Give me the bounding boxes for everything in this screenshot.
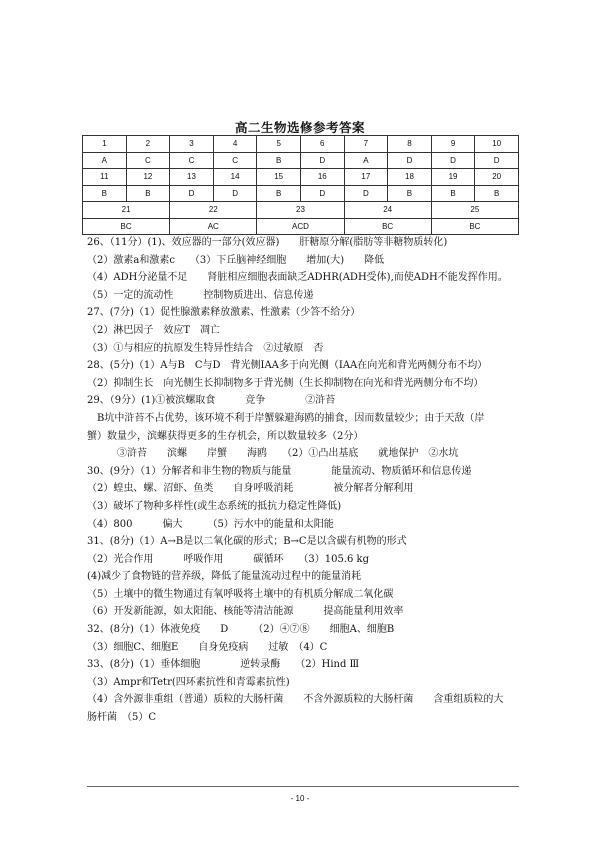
answer-line: 26、（11分）(1)、效应器的一部分(效应器) 肝糖原分解(脂肪等非糖物质转化)	[87, 237, 448, 248]
table-cell: ACD	[257, 218, 344, 235]
table-cell: D	[170, 185, 214, 202]
table-cell: D	[300, 152, 344, 169]
answer-line: （5）一定的流动性 控制物质进出、信息传递	[87, 289, 314, 301]
table-cell: 10	[475, 136, 519, 153]
table-cell: 20	[475, 169, 519, 186]
answer-line: 29、（9分）(1)①被滨螺取食 竞争 ②浒苔	[87, 395, 336, 407]
table-cell: 12	[126, 169, 170, 186]
table-cell: BC	[344, 218, 431, 235]
answer-line: （3）Ampr和Tetr(四环素抗性和青霉素抗性)	[87, 676, 290, 688]
table-cell: 14	[213, 169, 257, 186]
table-cell: 24	[344, 202, 431, 219]
table-row	[83, 136, 519, 153]
answer-line: 蟹）数量少，滨螺获得更多的生存机会，所以数量较多（2分）	[87, 430, 364, 442]
table-cell: B	[475, 185, 519, 202]
table-cell: 3	[170, 136, 214, 153]
table-cell: 16	[300, 169, 344, 186]
answer-line: （2）激素a和激素c （3）下丘脑神经细胞 增加(大) 降低	[87, 254, 385, 266]
table-row	[83, 169, 519, 186]
footer-divider	[87, 786, 519, 787]
table-cell: A	[344, 152, 388, 169]
table-row	[83, 202, 519, 219]
answer-line: 肠杆菌 （5）C	[87, 712, 157, 724]
table-cell: 9	[431, 136, 475, 153]
answer-line: 33、(8分)（1）垂体细胞 逆转录酶 （2）Hind Ⅲ	[87, 659, 360, 671]
table-cell: D	[388, 152, 432, 169]
table-cell: BC	[83, 218, 170, 235]
answer-line: 32、(8分)（1）体液免疫 D （2）④⑦⑧ 细胞A、细胞B	[87, 624, 395, 636]
answer-line: （2）光合作用 呼吸作用 碳循环 （3）105.6 kg	[87, 553, 369, 565]
answer-line: （2）抑制生长 向光侧生长抑制物多于背光侧（生长抑制物在向光和背光两侧分布不均）	[87, 377, 484, 389]
table-row	[83, 152, 519, 169]
table-cell: BC	[431, 218, 518, 235]
table-cell: B	[388, 185, 432, 202]
answer-line: （6）开发新能源，如太阳能、核能等清洁能源 提高能量利用效率	[87, 606, 404, 618]
answer-line: (4)减少了食物链的营养级，降低了能量流动过程中的能量消耗	[87, 571, 362, 583]
answer-line: 31、(8分)（1）A→B是以二氧化碳的形式；B→C是以含碳有机物的形式	[87, 536, 407, 548]
table-cell: 7	[344, 136, 388, 153]
table-cell: 25	[431, 202, 518, 219]
table-cell: 18	[388, 169, 432, 186]
table-cell: 4	[213, 136, 257, 153]
answer-line: （4）ADH分泌量不足 肾脏相应细胞表面缺乏ADHR(ADH受体),而使ADH不能发挥作用。	[87, 272, 508, 284]
table-cell: 8	[388, 136, 432, 153]
answer-line: ③浒苔 滨螺 岸蟹 海鸥 （2）①凸出基底 就地保护 ②水坑	[117, 448, 459, 460]
table-cell: D	[431, 152, 475, 169]
answer-line: （2）淋巴因子 效应T 凋亡	[87, 324, 221, 336]
table-cell: 15	[257, 169, 301, 186]
table-cell: 17	[344, 169, 388, 186]
table-cell: D	[475, 152, 519, 169]
table-cell: 1	[83, 136, 127, 153]
table-cell: 22	[170, 202, 257, 219]
table-cell: B	[431, 185, 475, 202]
answer-line: （3）细胞C、细胞E 自身免疫病 过敏 （4）C	[87, 641, 328, 653]
answer-line: 28、(5分)（1）A与B C与D 背光侧IAA多于向光侧（IAA在向光和背光两侧分布不均）	[87, 360, 488, 372]
table-cell: 6	[300, 136, 344, 153]
table-cell: B	[257, 152, 301, 169]
table-cell: 5	[257, 136, 301, 153]
table-cell: B	[257, 185, 301, 202]
answer-table	[82, 135, 519, 235]
table-cell: C	[170, 152, 214, 169]
answer-text	[87, 234, 537, 727]
answer-line: （2）蝗虫、螺、沼虾、鱼类 自身呼吸消耗 被分解者分解利用	[87, 483, 414, 495]
answer-line: （3）①与相应的抗原发生特异性结合 ②过敏原 否	[87, 342, 324, 354]
answer-line: （5）土壤中的微生物通过有氧呼吸将土壤中的有机质分解成二氧化碳	[87, 588, 394, 600]
answer-line: B坑中浒苔不占优势，该环境不利于岸蟹躲避海鸥的捕食，因而数量较少；由于天敌（岸	[97, 412, 485, 424]
table-cell: D	[300, 185, 344, 202]
answer-line: （3）破坏了物种多样性(或生态系统的抵抗力稳定性降低)	[87, 500, 342, 512]
table-cell: 21	[83, 202, 170, 219]
table-cell: AC	[170, 218, 257, 235]
table-cell: 19	[431, 169, 475, 186]
table-cell: B	[126, 185, 170, 202]
table-row	[83, 185, 519, 202]
table-cell: B	[83, 185, 127, 202]
table-cell: C	[213, 152, 257, 169]
table-cell: 13	[170, 169, 214, 186]
table-cell: D	[344, 185, 388, 202]
table-cell: 11	[83, 169, 127, 186]
table-cell: 2	[126, 136, 170, 153]
answer-line: 27、(7分)（1）促性腺激素释放激素、性激素（少答不给分）	[87, 307, 361, 319]
answer-line: （4）含外源非重组（普通）质粒的大肠杆菌 不含外源质粒的大肠杆菌 含重组质粒的大	[87, 694, 504, 706]
table-cell: 23	[257, 202, 344, 219]
table-cell: C	[126, 152, 170, 169]
table-row	[83, 218, 519, 235]
page-title: 高二生物选修参考答案	[234, 120, 365, 135]
answer-line: （4）800 偏大 （5）污水中的能量和太阳能	[87, 518, 334, 530]
answer-line: 30、(9分）（1）分解者和非生物的物质与能量 能量流动、物质循环和信息传递	[87, 465, 472, 477]
table-cell: D	[213, 185, 257, 202]
page-number: - 10 -	[290, 794, 310, 803]
table-cell: A	[83, 152, 127, 169]
